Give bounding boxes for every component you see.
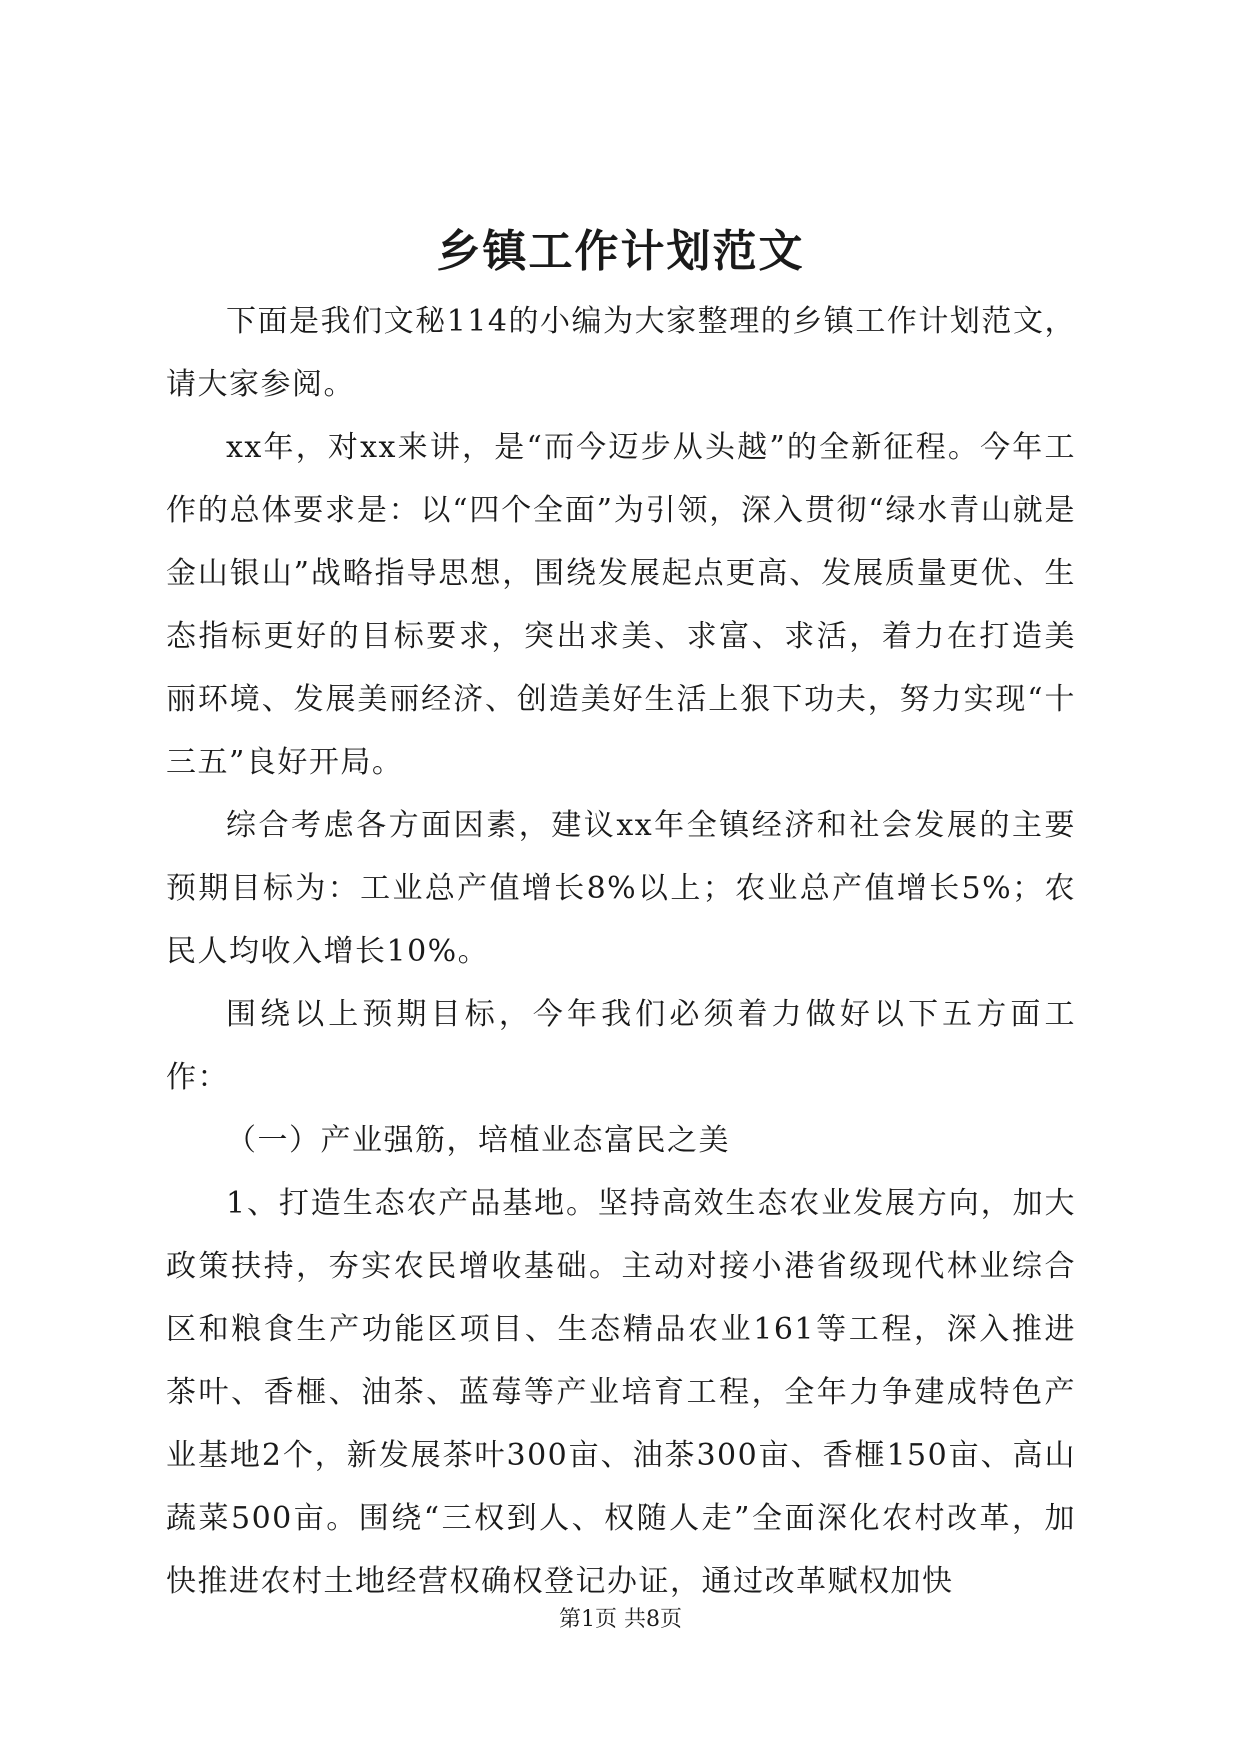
paragraph-item-1: 1、打造生态农产品基地。坚持高效生态农业发展方向，加大政策扶持，夯实农民增收基础。主动对接小港省级现代林业综合区和粮食生产功能区项目、生态精品农业161等工程，深入推进茶叶、香榧、油茶、蓝莓等产业培育工程，全年力争建成特色产业基地2个，新发展茶叶300亩、油茶300亩、香榧150亩、高山蔬菜500亩。围绕“三权到人、权随人走”全面深化农村改革，加快推进农村土地经营权确权登记办证，通过改革赋权加快 — [166, 1186, 1076, 1599]
section-heading-1: （一）产业强筋，培植业态富民之美 — [226, 1123, 730, 1158]
paragraph-expected-targets: 综合考虑各方面因素，建议xx年全镇经济和社会发展的主要预期目标为：工业总产值增长8%以上；农业总产值增长5%；农民人均收入增长10%。 — [166, 808, 1076, 969]
document-title: 乡镇工作计划范文 — [436, 226, 805, 277]
paragraph-five-tasks: 围绕以上预期目标，今年我们必须着力做好以下五方面工作： — [166, 997, 1076, 1095]
paragraph-intro: 下面是我们文秘114的小编为大家整理的乡镇工作计划范文，请大家参阅。 — [166, 304, 1076, 402]
page-number: 第1页 共8页 — [559, 1607, 682, 1632]
document-body — [166, 290, 1076, 1613]
paragraph-overall-requirements: xx年，对xx来讲，是“而今迈步从头越”的全新征程。今年工作的总体要求是：以“四个全面”为引领，深入贯彻“绿水青山就是金山银山”战略指导思想，围绕发展起点更高、发展质量更优、生态指标更好的目标要求，突出求美、求富、求活，着力在打造美丽环境、发展美丽经济、创造美好生活上狠下功夫，努力实现“十三五”良好开局。 — [166, 430, 1076, 780]
